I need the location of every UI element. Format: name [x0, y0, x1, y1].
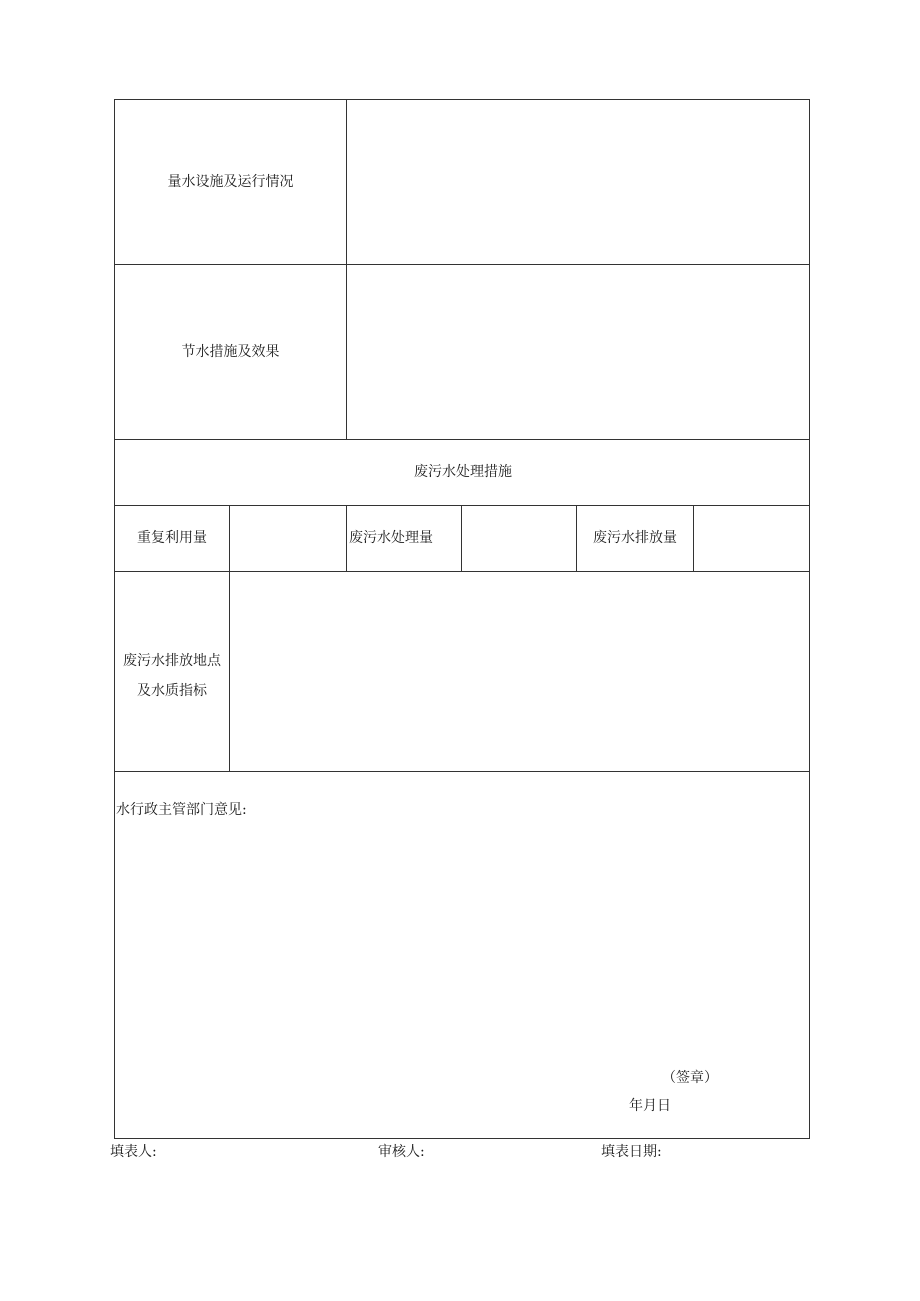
col-divider — [346, 505, 347, 571]
form-table — [114, 99, 810, 1139]
row-divider — [115, 439, 809, 440]
treated-volume-field[interactable] — [462, 506, 575, 570]
authority-opinion-field[interactable] — [116, 830, 810, 1060]
water-saving-label: 节水措施及效果 — [181, 344, 280, 360]
discharge-location-label-line2: 及水质指标 — [137, 683, 207, 699]
reuse-volume-label: 重复利用量 — [137, 530, 207, 546]
discharge-volume-label: 废污水排放量 — [593, 530, 677, 546]
discharge-location-label-line1: 废污水排放地点 — [123, 653, 221, 669]
discharge-volume-field[interactable] — [694, 506, 809, 570]
wastewater-treatment-title: 废污水处理措施 — [414, 464, 512, 480]
treated-volume-label: 废污水处理量 — [349, 530, 433, 546]
authority-opinion-label: 水行政主管部门意见: — [116, 802, 247, 818]
fill-date-label: 填表日期: — [601, 1144, 662, 1160]
discharge-location-label — [115, 646, 229, 706]
row-divider — [115, 771, 809, 772]
opinion-date-label: 年月日 — [629, 1098, 671, 1114]
metering-facility-label: 量水设施及运行情况 — [167, 174, 294, 190]
reuse-volume-field[interactable] — [230, 506, 345, 570]
filler-label: 填表人: — [110, 1144, 157, 1160]
metering-facility-field[interactable] — [347, 101, 809, 263]
discharge-location-field[interactable] — [230, 572, 809, 770]
seal-label: （签章） — [662, 1070, 718, 1086]
reviewer-label: 审核人: — [378, 1144, 425, 1160]
water-saving-field[interactable] — [347, 265, 809, 438]
